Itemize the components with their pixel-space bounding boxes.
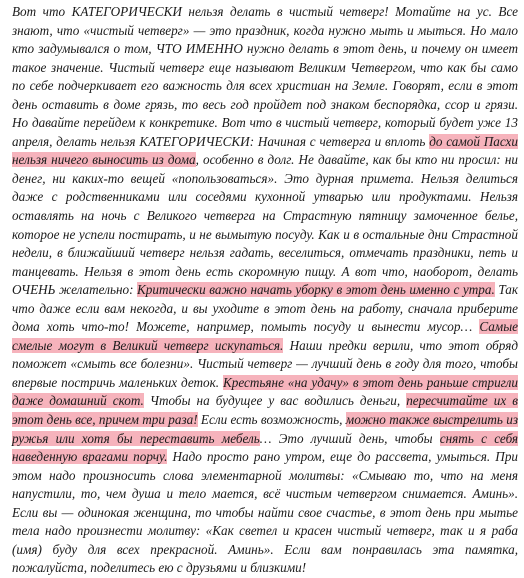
text-segment: Так что даже если вам некогда, и вы уходите в этот день на работу, сначала приберите дома хоть что-то! Можете, например, помыть посуду и вынести мусор… <box>12 282 518 335</box>
highlighted-phrase: пересчитайте их в этот день все, причем три раза! <box>12 393 518 428</box>
text-segment: Если есть возможность, <box>197 412 346 428</box>
highlighted-phrase: до самой Пасхи нельзя ничего выносить из дома <box>12 133 519 168</box>
text-segment: Чтобы на будущее у вас водились деньги, <box>143 393 407 409</box>
article-text <box>12 3 518 578</box>
text-segment: Наши предки верили, что этот обряд поможет «смыть все болезни». Чистый четверг — лучший день в году для того, чтобы впервые постричь маленьких деток. <box>12 337 518 390</box>
text-segment: Надо просто рано утром, еще до рассвета, умыться. При этом надо произносить слова элементарной молитвы: «Смываю то, что на меня напустили, то, чем душа и тело мается, всё чистым четвергом снимается. Аминь». Если вы — одинокая женщина, то чтобы найти свое счастье, в этот день при мытье тела надо произнести молитву: «Как светел и красен чистый четверг, так и я раба (имя) буду для всех прекрасной. Аминь». Если вам понравилась эта памятка, пожалуйста, поделитесь ею с друзьями и близкими! <box>12 449 519 576</box>
highlighted-phrase: Самые смелые могут в Великий четверг искупаться. <box>12 319 518 353</box>
text-segment: … Это лучший день, чтобы <box>259 430 440 446</box>
text-segment: Вот что КАТЕГОРИЧЕСКИ нельзя делать в чистый четверг! Мотайте на ус. Все знают, что «чистый четверг» — это праздник, когда нужно мыть и мыться. Но мало кто задумывался о том, ЧТО ИМЕННО нужно делать в этот день, и почему он имеет такое значение. Чистый четверг еще называют Великим Четвергом, что как бы само по себе подчеркивает его важность для всех христиан на Земле. Говорят, если в этот день оставить в доме грязь, то весь год пройдет под знаком беспорядка, ссор и грязи. Но давайте перейдем к конкретике. Вот что в чистый четверг, который будет уже 13 апреля, делать нельзя КАТЕГОРИЧЕСКИ: Начиная с четверга и вплоть <box>12 4 518 149</box>
highlighted-phrase: Крестьяне «на удачу» в этот день раньше стригли даже домашний скот. <box>12 374 519 409</box>
text-segment: , особенно в долг. Не давайте, как бы кто ни просил: ни денег, ни каких-то вещей «попользоваться». Это дурная примета. Нельзя делиться даже с родственниками или соседями кухонной утварью или продуктами. Нельзя оставлять на ночь с Великого четверга на Страстную пятницу замоченное белье, которое не успели постирать, и не вымытую посуду. Как и в остальные дни Страстной недели, в ближайший четверг нельзя гадать, веселиться, отмечать праздники, петь и танцевать. Нельзя в этот день есть скоромную пищу. А вот что, наоборот, делать ОЧЕНЬ желательно: <box>12 152 518 298</box>
highlighted-phrase: снять с себя наведенную врагами порчу. <box>12 430 519 465</box>
highlighted-phrase: Критически важно начать уборку в этот день именно с утра. <box>137 282 495 298</box>
highlighted-phrase: можно также выстрелить из ружья или хотя бы переставить мебель <box>12 412 519 446</box>
